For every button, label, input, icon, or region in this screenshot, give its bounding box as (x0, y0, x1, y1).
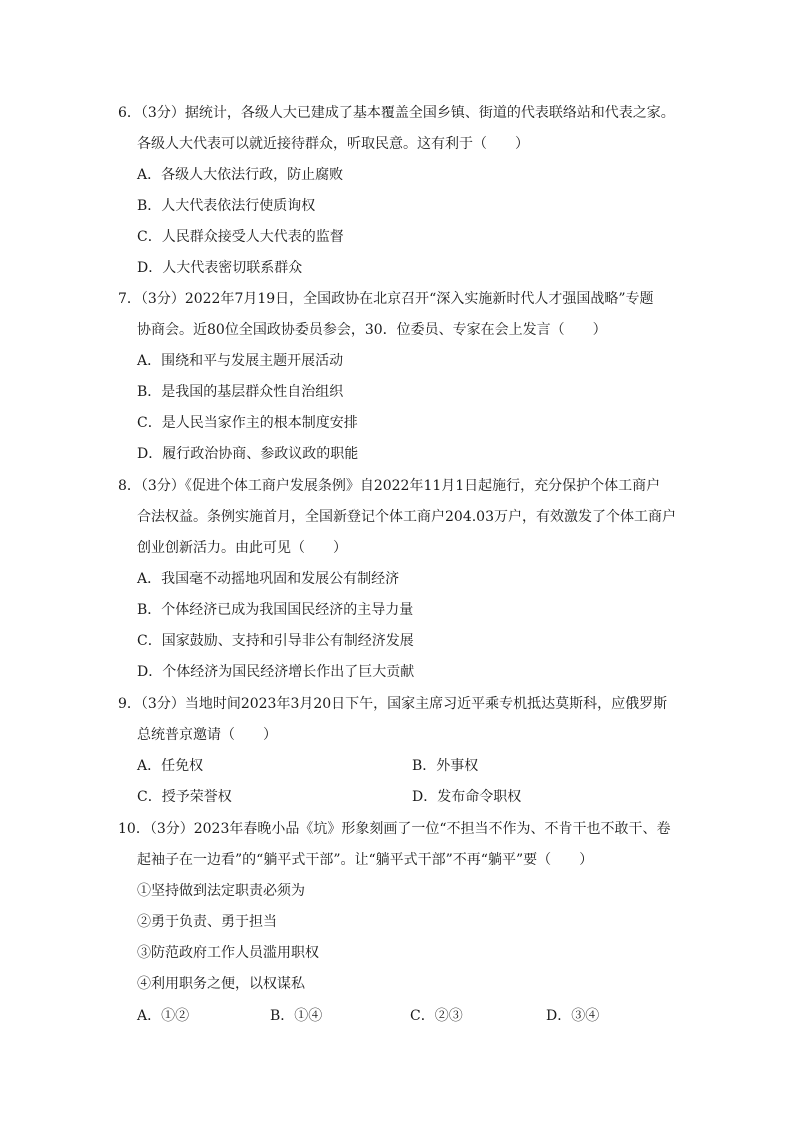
option-b[interactable]: B．①④ (270, 1008, 323, 1024)
option-c[interactable]: C．国家鼓励、支持和引导非公有制经济发展 (137, 633, 414, 649)
option-a[interactable]: A．任免权 (137, 758, 204, 774)
option-b[interactable]: B．个体经济已成为我国国民经济的主导力量 (137, 602, 414, 618)
question-stem: 协商会。近80位全国政协委员参会，30．位委员、专家在会上发言（ ） (137, 322, 607, 338)
question-stem: 各级人大代表可以就近接待群众，听取民意。这有利于（ ） (137, 136, 529, 152)
question-stem: 9．（3分）当地时间2023年3月20日下午，国家主席习近平乘专机抵达莫斯科，应俄罗斯 (118, 696, 668, 712)
question-stem: 创业创新活力。由此可见（ ） (137, 540, 347, 556)
option-c[interactable]: C．②③ (410, 1008, 463, 1024)
statement-2: ②勇于负责、勇于担当 (137, 914, 277, 930)
option-a[interactable]: A．①② (137, 1008, 190, 1024)
option-d[interactable]: D．履行政治协商、参政议政的职能 (137, 446, 359, 462)
option-d[interactable]: D．个体经济为国民经济增长作出了巨大贡献 (137, 664, 415, 680)
question-stem: 6．（3分）据统计，各级人大已建成了基本覆盖全国乡镇、街道的代表联络站和代表之家。 (118, 105, 675, 121)
option-d[interactable]: D．人大代表密切联系群众 (137, 260, 303, 276)
statement-1: ①坚持做到法定职责必须为 (137, 883, 305, 899)
question-stem: 7．（3分）2022年7月19日，全国政协在北京召开“深入实施新时代人才强国战略”专题 (118, 291, 654, 307)
option-d[interactable]: D．③④ (546, 1008, 600, 1024)
option-a[interactable]: A．围绕和平与发展主题开展活动 (137, 353, 344, 369)
question-stem: 起袖子在一边看”的“躺平式干部”。让“躺平式干部”不再“躺平”要（ ） (137, 852, 594, 868)
question-stem: 10．（3分）2023年春晚小品《坑》形象刻画了一位“不担当不作为、不肯干也不敢干、卷 (118, 821, 671, 837)
statement-4: ④利用职务之便，以权谋私 (137, 976, 305, 992)
question-stem: 总统普京邀请（ ） (137, 727, 277, 743)
option-a[interactable]: A．各级人大依法行政，防止腐败 (137, 167, 344, 183)
question-stem: 合法权益。条例实施首月，全国新登记个体工商户204.03万户，有效激发了个体工商户 (137, 509, 676, 525)
option-b[interactable]: B．是我国的基层群众性自治组织 (137, 384, 344, 400)
option-c[interactable]: C．是人民当家作主的根本制度安排 (137, 415, 358, 431)
option-a[interactable]: A．我国毫不动摇地巩固和发展公有制经济 (137, 571, 400, 587)
option-b[interactable]: B．人大代表依法行使质询权 (137, 198, 316, 214)
question-stem: 8．（3分）《促进个体工商户发展条例》自2022年11月1日起施行，充分保护个体工商户 (118, 478, 661, 494)
option-c[interactable]: C．授予荣誉权 (137, 789, 232, 805)
option-d[interactable]: D．发布命令职权 (412, 789, 522, 805)
statement-3: ③防范政府工作人员滥用职权 (137, 945, 319, 961)
option-c[interactable]: C．人民群众接受人大代表的监督 (137, 229, 344, 245)
option-b[interactable]: B．外事权 (412, 758, 479, 774)
